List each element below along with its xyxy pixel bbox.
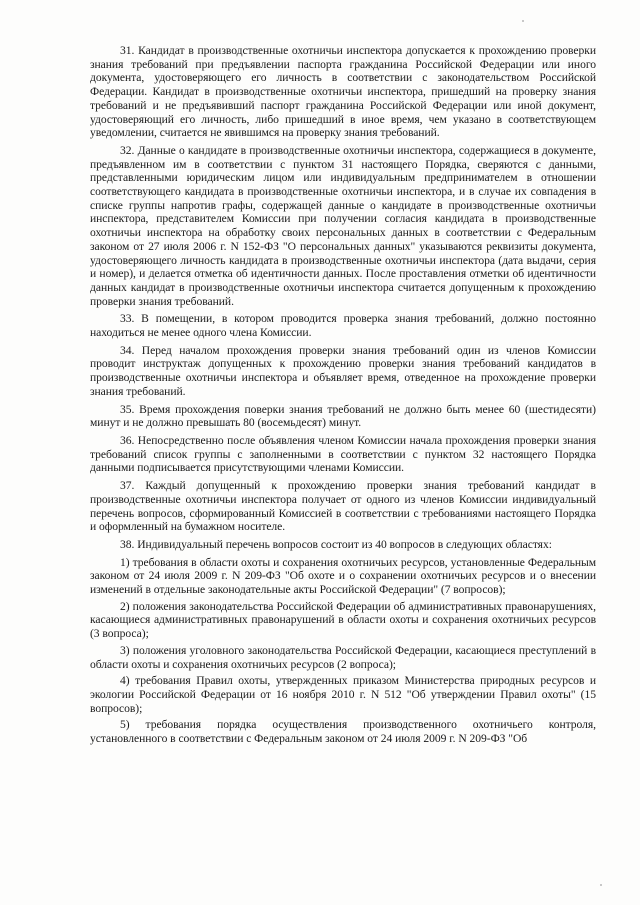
list-item-5: 5) требования порядка осуществления производственного охотничьего контроля, установленного в соответствии с Федеральным законом от 24 июля 2009 г. N 209-ФЗ "Об [90, 718, 596, 746]
paragraph-37: 37. Каждый допущенный к прохождению проверки знания требований кандидат в производственные охотничьи инспектора получает от одного из членов Комиссии индивидуальный перечень вопросов, сформированный Комиссией в соответствии с требованиями настоящего Порядка и оформленный на бумажном носителе. [90, 479, 596, 534]
list-item-2: 2) положения законодательства Российской Федерации об административных правонарушениях, касающиеся административных правонарушений в области охоты и сохранения охотничьих ресурсов (3 вопроса); [90, 599, 596, 641]
paragraph-34: 34. Перед началом прохождения проверки знания требований один из членов Комиссии проводит инструктаж допущенных к прохождению проверки знания требований кандидатов в производственные охотничьи инспектора и объявляет время, отведенное на прохождение проверки знания требований. [90, 343, 596, 398]
list-item-4: 4) требования Правил охоты, утвержденных приказом Министерства природных ресурсов и экологии Российской Федерации от 16 ноября 2010 г. N 512 "Об утверждении Правил охоты" (15 вопросов); [90, 674, 596, 715]
paragraph-35: 35. Время прохождения поверки знания требований не должно быть менее 60 (шестидесяти) минут и не должно превышать 80 (восемьдесят) минут. [90, 402, 596, 430]
paragraph-31: 31. Кандидат в производственные охотничьи инспектора допускается к прохождению проверки знания требований при предъявлении паспорта гражданина Российской Федерации или иного документа, удостоверяющего его личность в соответствии с законодательством Российской Федерации. Кандидат в производственные охотничьи инспектора, пришедший на проверку знания требований и не предъявивший паспорт гражданина Российской Федерации или иной документ, удостоверяющий его личность, либо пришедший в иное время, чем указано в соответствующем уведомлении, считается не явившимся на проверку знания требований. [90, 44, 596, 140]
scan-speck [600, 884, 602, 886]
list-item-3: 3) положения уголовного законодательства Российской Федерации, касающиеся преступлений в области охоты и сохранения охотничьих ресурсов (2 вопроса); [90, 643, 596, 671]
paragraph-38: 38. Индивидуальный перечень вопросов состоит из 40 вопросов в следующих областях: [120, 537, 552, 551]
list-item-1: 1) требования в области охоты и сохранения охотничьих ресурсов, установленные Федеральным законом от 24 июля 2009 г. N 209-ФЗ "Об охоте и о сохранении охотничьих ресурсов и о внесении изменений в отдельные законодательные акты Российской Федерации" (7 вопросов); [90, 555, 596, 597]
paragraph-33: 33. В помещении, в котором проводится проверка знания требований, должно постоянно находиться не менее одного члена Комиссии. [90, 312, 596, 340]
scan-speck [522, 20, 524, 22]
paragraph-32: 32. Данные о кандидате в производственные охотничьи инспектора, содержащиеся в документе, предъявленном им в соответствии с пунктом 31 настоящего Порядка, сверяются с данными, представленными юридическим лицом или индивидуальным предпринимателем в отношении соответствующего кандидата в производственные охотничьи инспектора, и в случае их совпадения в списке группы напротив графы, содержащей данные о кандидате в производственные охотничьи инспектора, представителем Комиссии при получении согласия кандидата в производственные охотничьи инспектора на обработку своих персональных данных в соответствии с Федеральным законом от 27 июля 2006 г. N 152-ФЗ "О персональных данных" указываются реквизиты документа, удостоверяющего личность кандидата в производственные охотничьи инспектора (дата выдачи, серия и номер), и делается отметка об идентичности данных. После проставления отметки об идентичности данных кандидат в производственные охотничьи инспектора считается допущенным к прохождению проверки знания требований. [90, 143, 596, 308]
paragraph-36: 36. Непосредственно после объявления членом Комиссии начала прохождения проверки знания требований список группы с заполненными в соответствии с пунктом 32 настоящего Порядка данными подписывается присутствующими членами Комиссии. [90, 433, 596, 475]
